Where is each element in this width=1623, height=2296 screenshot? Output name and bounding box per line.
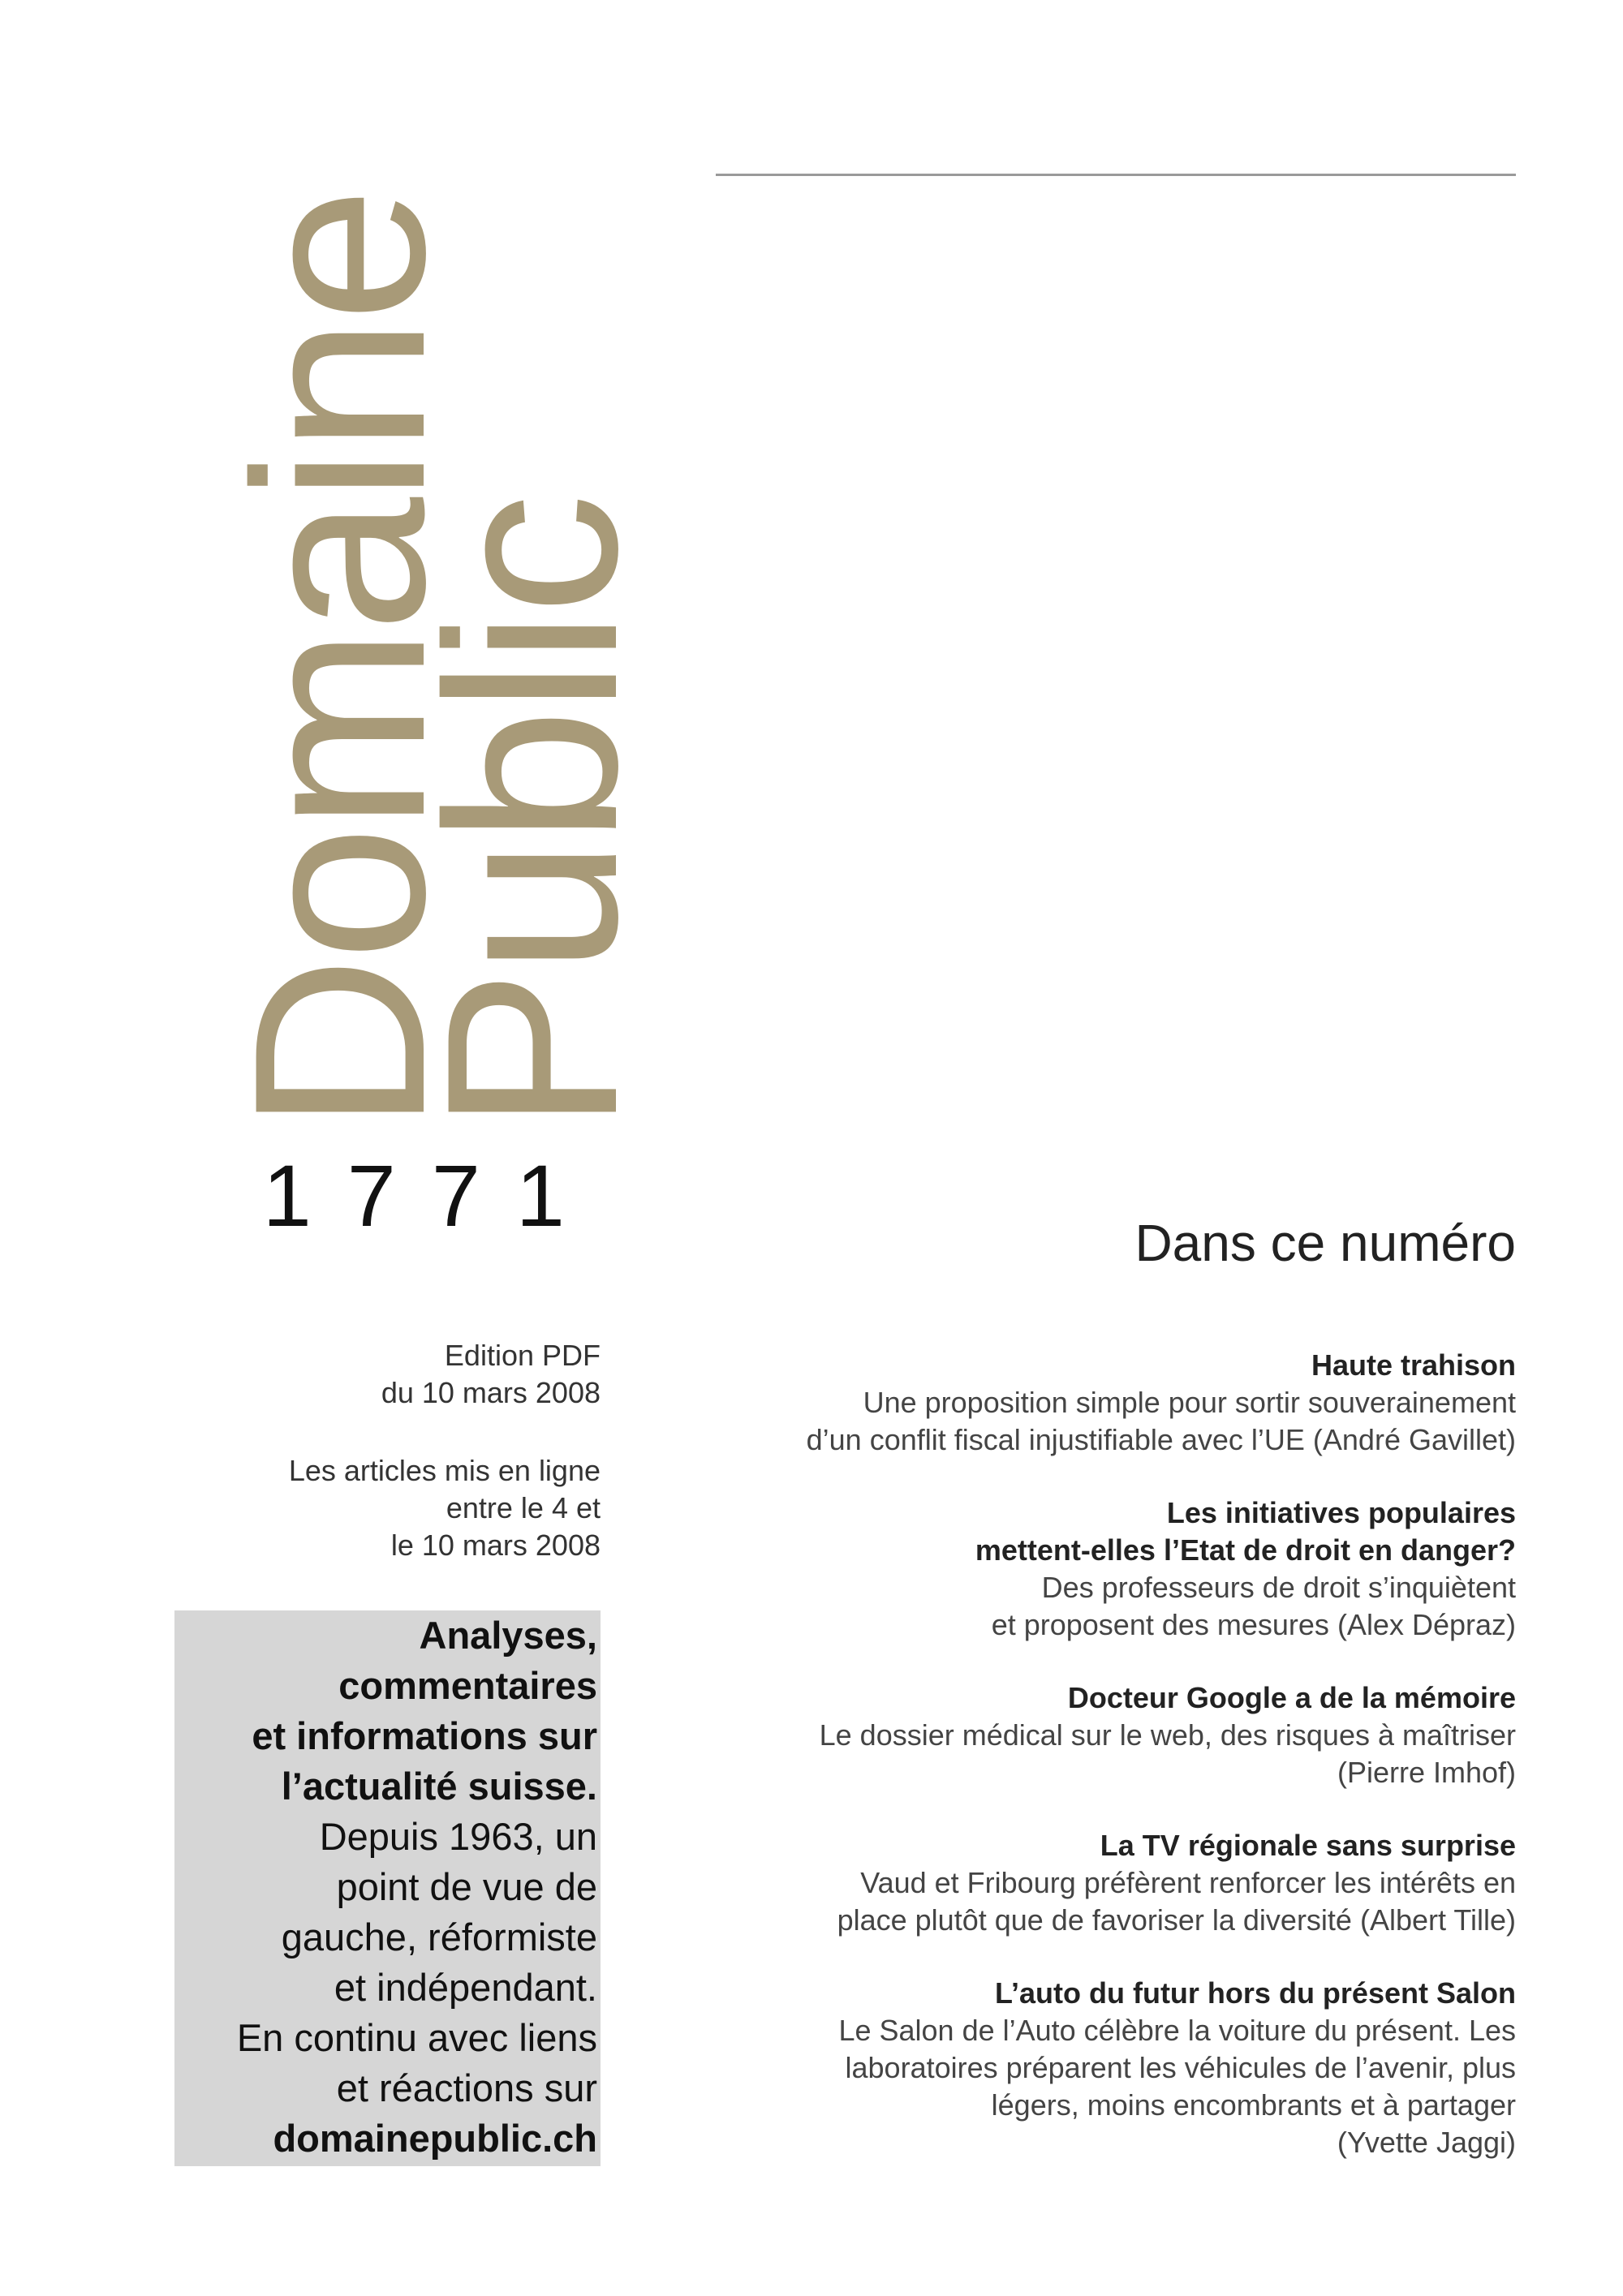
toc-item[interactable] bbox=[682, 1827, 1516, 1939]
info-box-line: commentaires bbox=[338, 1664, 597, 1707]
info-box-line: gauche, réformiste bbox=[281, 1915, 597, 1958]
articles-range-line: entre le 4 et bbox=[446, 1491, 601, 1524]
toc-item[interactable] bbox=[682, 1347, 1516, 1459]
toc-item-description: Vaud et Fribourg préfèrent renforcer les intérêts en place plutôt que de favoriser la diversité (Albert Tille) bbox=[837, 1866, 1516, 1937]
edition-label: Edition PDF bbox=[444, 1339, 601, 1372]
toc-item[interactable] bbox=[682, 1679, 1516, 1791]
info-box-line: et indépendant. bbox=[334, 1966, 597, 2009]
articles-range bbox=[162, 1452, 601, 1564]
edition-date: du 10 mars 2008 bbox=[381, 1376, 601, 1409]
toc-item-description: Des professeurs de droit s’inquiètent et proposent des mesures (Alex Dépraz) bbox=[991, 1571, 1516, 1641]
toc-item[interactable] bbox=[682, 1975, 1516, 2161]
edition-info bbox=[162, 1337, 601, 1412]
toc-item-title: Docteur Google a de la mémoire bbox=[1067, 1681, 1516, 1714]
issue-number: 1771 bbox=[262, 1146, 601, 1245]
info-box-line: Depuis 1963, un bbox=[319, 1815, 597, 1858]
masthead-title-domaine: Domaine bbox=[203, 191, 476, 1132]
masthead-title-public: Public bbox=[395, 497, 668, 1132]
info-box-line: et réactions sur bbox=[336, 2066, 597, 2109]
info-box-line: En continu avec liens bbox=[236, 2016, 597, 2059]
toc-item-description: Une proposition simple pour sortir souverainement d’un conflit fiscal injustifiable avec l’UE (André Gavillet) bbox=[806, 1386, 1516, 1456]
info-box-line: et informations sur bbox=[252, 1714, 597, 1757]
toc-item-title: Les initiatives populaires mettent-elles l’Etat de droit en danger? bbox=[975, 1496, 1516, 1567]
toc-item-description: Le dossier médical sur le web, des risques à maîtriser (Pierre Imhof) bbox=[819, 1718, 1516, 1789]
articles-range-line: Les articles mis en ligne bbox=[288, 1454, 601, 1487]
info-box-line: Analyses, bbox=[419, 1614, 597, 1657]
top-rule-divider bbox=[716, 174, 1516, 176]
info-box-line: point de vue de bbox=[336, 1865, 597, 1908]
info-box-line: l’actualité suisse. bbox=[281, 1765, 597, 1808]
toc-heading: Dans ce numéro bbox=[1134, 1214, 1516, 1272]
toc-item-title: L’auto du futur hors du présent Salon bbox=[994, 1976, 1516, 2010]
toc-item-description: Le Salon de l’Auto célèbre la voiture du présent. Les laboratoires préparent les véhicules de l’avenir, plus légers, moins encombrants et à partager (Yvette Jaggi) bbox=[838, 2014, 1516, 2159]
articles-range-line: le 10 mars 2008 bbox=[390, 1529, 601, 1562]
toc-item-title: La TV régionale sans surprise bbox=[1100, 1829, 1516, 1862]
toc-item[interactable] bbox=[682, 1494, 1516, 1644]
website-link[interactable]: domainepublic.ch bbox=[273, 2117, 597, 2160]
table-of-contents bbox=[682, 1347, 1516, 2197]
info-box bbox=[174, 1610, 601, 2166]
toc-item-title: Haute trahison bbox=[1311, 1348, 1516, 1382]
